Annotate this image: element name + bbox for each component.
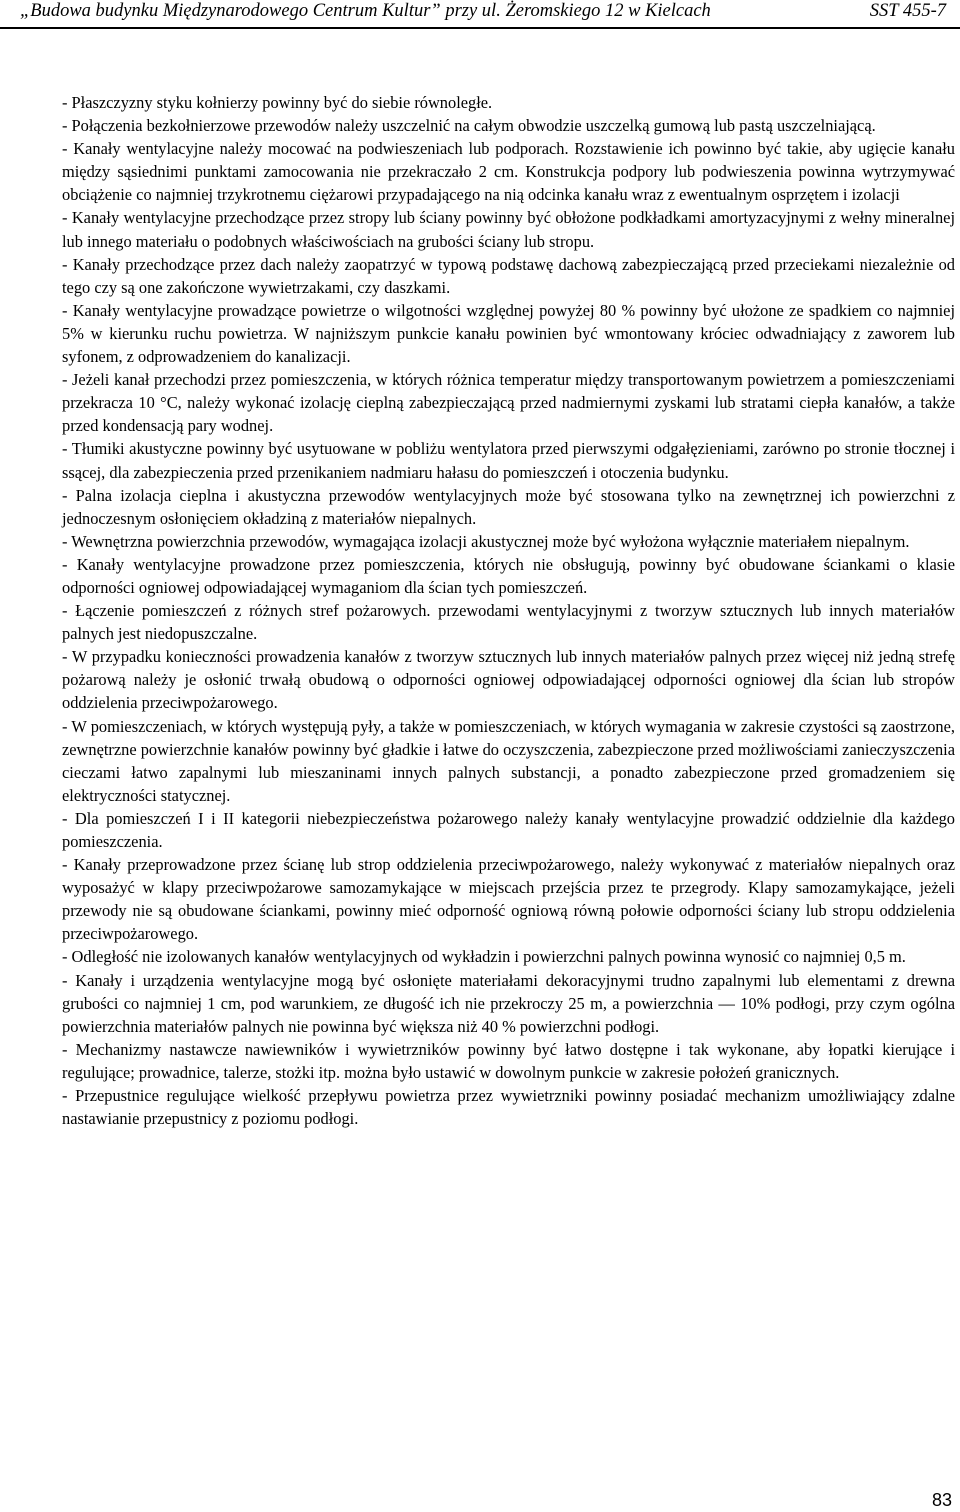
paragraph: - Kanały wentylacyjne należy mocować na podwieszeniach lub podporach. Rozstawienie ich powinno być takie, aby ugięcie kanału między sąsiednimi punktami zamocowania nie przekraczało 2 cm. Konstrukcja podpory lub podwieszenia powinna wytrzymywać obciążenie co najmniej trzykrotnemu ciężarowi przypadającego na nią odcinka kanału wraz z ewentualnym osprzętem i izolacji [62, 139, 955, 205]
specification-code: SST 455-7 [869, 1, 946, 21]
document-title: „Budowa budynku Międzynarodowego Centrum Kultur” przy ul. Żeromskiego 12 w Kielcach [20, 1, 711, 21]
paragraph: - Kanały przechodzące przez dach należy zaopatrzyć w typową podstawę dachową zabezpieczającą przed przeciekami niezależnie od tego czy są one zakończone wywietrzakami, czy daszkami. [62, 254, 955, 297]
page-number: 83 [931, 1490, 952, 1510]
paragraph: - Palna izolacja cieplna i akustyczna przewodów wentylacyjnych może być stosowana tylko na zewnętrznej ich powierzchni z jednoczesnym osłonięciem okładziną z materiałów niepalnych. [62, 485, 955, 528]
paragraph: - Kanały wentylacyjne przechodzące przez stropy lub ściany powinny być obłożone podkładkami amortyzacyjnymi z wełny mineralnej lub innego materiału o podobnych właściwościach na grubości ściany lub stropu. [62, 208, 955, 251]
paragraph: - Kanały wentylacyjne prowadzące powietrze o wilgotności względnej powyżej 80 % powinny być ułożone ze spadkiem co najmniej 5% w kierunku ruchu powietrza. W najniższym punkcie kanału powinien być wmontowany króciec odwadniający z zaworem lub syfonem, z odprowadzeniem do kanalizacji. [62, 300, 955, 367]
header-divider [0, 27, 960, 29]
page-header [0, 0, 960, 40]
document-body [62, 91, 955, 1130]
paragraph: - Połączenia bezkołnierzowe przewodów należy uszczelnić na całym obwodzie uszczelką gumową lub pastą uszczelniającą. [62, 116, 876, 136]
paragraph: - Jeżeli kanał przechodzi przez pomieszczenia, w których różnica temperatur między transportowanym powietrzem a pomieszczeniami przekracza 10 °C, należy wykonać izolację cieplną zabezpieczającą przed nadmiernymi zyskami lub stratami ciepła kanałów, a także przed kondensacją pary wodnej. [62, 370, 955, 436]
paragraph: - Wewnętrzna powierzchnia przewodów, wymagająca izolacji akustycznej może być wyłożona wyłącznie materiałem niepalnym. [62, 531, 910, 551]
paragraph: - Dla pomieszczeń I i II kategorii niebezpieczeństwa pożarowego należy kanały wentylacyjne prowadzić oddzielnie dla każdego pomieszczenia. [62, 808, 955, 851]
paragraph: - Odległość nie izolowanych kanałów wentylacyjnych od wykładzin i powierzchni palnych powinna wynosić co najmniej 0,5 m. [62, 947, 906, 967]
paragraph: - W przypadku konieczności prowadzenia kanałów z tworzyw sztucznych lub innych materiałów palnych przez więcej niż jedną strefę pożarową należy je osłonić trwałą obudową o odporności ogniowej odpowiadającej odporności ogniowej dla ścian lub stropów oddzielenia przeciwpożarowego. [62, 647, 955, 713]
paragraph: - Płaszczyzny styku kołnierzy powinny być do siebie równoległe. [62, 93, 493, 112]
paragraph: - Tłumiki akustyczne powinny być usytuowane w pobliżu wentylatora przed pierwszymi odgałęzieniami, zarówno po stronie tłocznej i ssącej, dla zabezpieczenia przed przenikaniem nadmiaru hałasu do pomieszczeń i otoczenia budynku. [62, 439, 955, 482]
paragraph: - Kanały przeprowadzone przez ścianę lub strop oddzielenia przeciwpożarowego, należy wykonywać z materiałów niepalnych oraz wyposażyć w klapy przeciwpożarowe samozamykające w miejscach przejścia przez te przegrody. Klapy samozamykające, jeżeli przewody nie są obudowane ściankami, powinny mieć odporność ogniową równą połowie odporności ściany lub stropu oddzielenia przeciwpożarowego. [62, 855, 955, 944]
paragraph: - Kanały wentylacyjne prowadzone przez pomieszczenia, których nie obsługują, powinny być obudowane ściankami o klasie odporności ogniowej odpowiadającej wymaganiom dla ścian tych pomieszczeń. [62, 554, 955, 597]
paragraph: - Przepustnice regulujące wielkość przepływu powietrza przez wywietrzniki powinny posiadać mechanizm umożliwiający zdalne nastawianie przepustnicy z poziomu podłogi. [62, 1086, 955, 1129]
paragraph: - Mechanizmy nastawcze nawiewników i wywietrzników powinny być łatwo dostępne i tak wykonane, aby łopatki kierujące i regulujące; prowadnice, talerze, stożki itp. można było ustawić w dowolnym punkcie w zakresie położeń granicznych. [62, 1039, 955, 1082]
paragraph: - Łączenie pomieszczeń z różnych stref pożarowych. przewodami wentylacyjnymi z tworzyw sztucznych lub innych materiałów palnych jest niedopuszczalne. [62, 601, 955, 644]
paragraph: - W pomieszczeniach, w których występują pyły, a także w pomieszczeniach, w których wymagania w zakresie czystości są zaostrzone, zewnętrzne powierzchnie kanałów powinny być gładkie i łatwe do oczyszczenia, zabezpieczone przed możliwościami zanieczyszczenia cieczami łatwo zapalnymi lub mieszaninami innych palnych substancji, a ponadto zabezpieczone przed gromadzeniem się elektryczności statycznej. [62, 716, 955, 805]
paragraph: - Kanały i urządzenia wentylacyjne mogą być osłonięte materiałami dekoracyjnymi trudno zapalnymi lub elementami z drewna grubości co najmniej 1 cm, pod warunkiem, ze długość ich nie przekroczy 25 m, a powierzchnia — 10% podłogi, przy czym ogólna powierzchnia materiałów palnych nie powinna być większa niż 40 % powierzchni podłogi. [62, 970, 955, 1036]
